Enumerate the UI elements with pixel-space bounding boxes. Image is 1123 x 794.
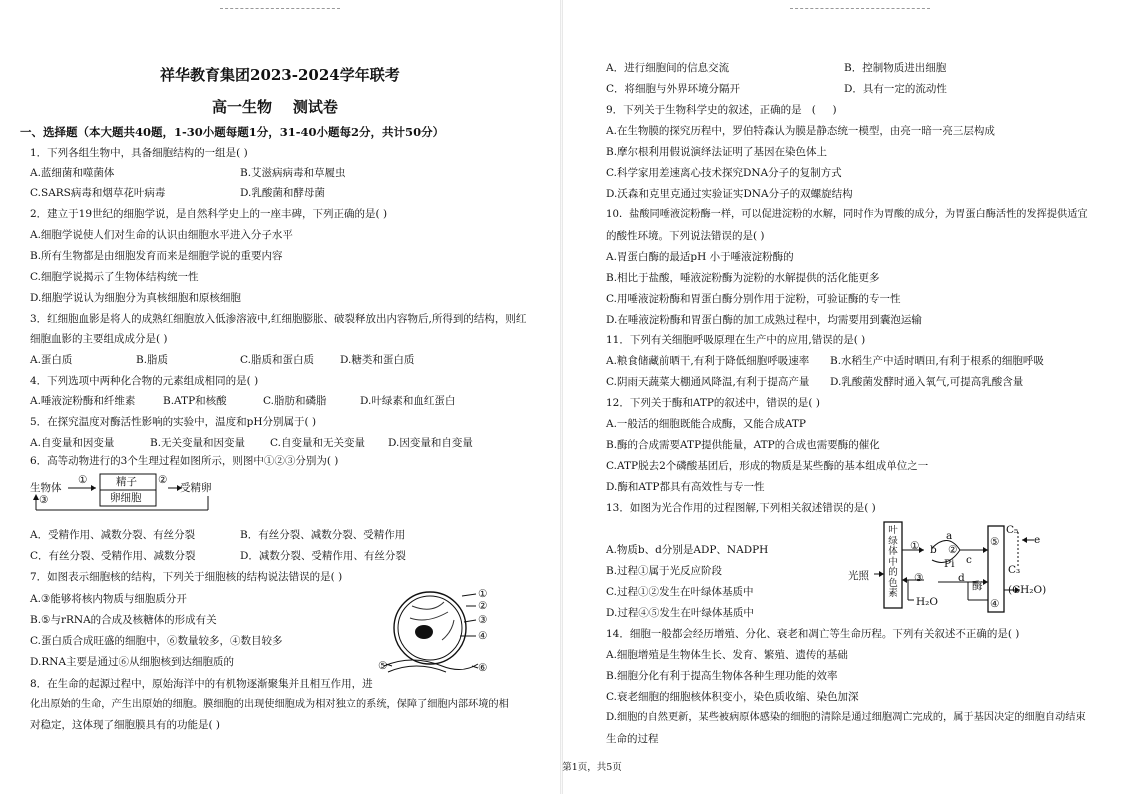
c3-label: C₃ <box>1008 564 1021 576</box>
question-1-option-c: C.SARS病毒和烟草花叶病毒 <box>30 187 166 199</box>
question-10-option-d: D.在唾液淀粉酶和胃蛋白酶的加工成熟过程中，均需要用到囊泡运输 <box>606 314 922 326</box>
question-4-option-d: D.叶绿素和血红蛋白 <box>360 395 456 407</box>
question-2-option-d: D.细胞学说认为细胞分为真核细胞和原核细胞 <box>30 292 241 304</box>
nucleus-label-1: ① <box>478 588 488 600</box>
nucleus-label-4: ④ <box>478 630 488 642</box>
nucleus-label-3: ③ <box>478 614 488 626</box>
step-2-label: ② <box>948 544 958 556</box>
c5-label: C₅ <box>1006 524 1019 536</box>
question-2-option-a: A.细胞学说使人们对生命的认识由细胞水平进入分子水平 <box>30 229 293 241</box>
section-heading: 一、选择题（本大题共40题，1-30小题每题1分，31-40小题每2分，共计50分） <box>20 125 445 139</box>
question-10-option-a: A.胃蛋白酶的最适pH 小于唾液淀粉酶的 <box>606 251 794 263</box>
question-11-option-a: A.粮食储藏前晒干,有利于降低细胞呼吸速率 <box>606 355 810 367</box>
question-6-option-c: C．有丝分裂、受精作用、减数分裂 <box>30 550 196 562</box>
step-5-label: ⑤ <box>990 536 1000 548</box>
nucleus-label-2: ② <box>478 600 488 612</box>
question-13-option-c: C.过程①②发生在叶绿体基质中 <box>606 586 754 598</box>
question-11-option-d: D.乳酸菌发酵时通入氧气,可提高乳酸含量 <box>830 376 1024 388</box>
question-2-option-b: B.所有生物都是由细胞发育而来是细胞学说的重要内容 <box>30 250 283 262</box>
diagram-zygote-label: 受精卵 <box>180 482 212 494</box>
question-3-option-b: B.脂质 <box>136 354 169 366</box>
label-d: d <box>958 572 965 584</box>
question-13-option-b: B.过程①属于光反应阶段 <box>606 565 723 577</box>
light-label: 光照 <box>848 570 869 582</box>
nucleus-label-6: ⑥ <box>478 662 488 674</box>
question-9-option-a: A.在生物膜的探究历程中，罗伯特森认为膜是静态统一模型，由亮一暗一亮三层构成 <box>606 125 995 137</box>
right-page <box>562 0 1123 794</box>
question-7-option-d: D.RNA主要是通过⑥从细胞核到达细胞质的 <box>30 656 235 668</box>
enzyme-label: 酶 <box>972 580 983 592</box>
question-3-option-d: D.糖类和蛋白质 <box>340 354 415 366</box>
question-1-option-a: A.蓝细菌和噬菌体 <box>30 167 115 179</box>
question-4-option-a: A.唾液淀粉酶和纤维素 <box>30 395 136 407</box>
step-4-label: ④ <box>990 598 1000 610</box>
diagram-step-3: ③ <box>39 494 49 506</box>
left-page <box>0 0 560 794</box>
question-1-option-d: D.乳酸菌和酵母菌 <box>240 187 325 199</box>
nucleus-diagram <box>378 584 492 679</box>
question-4-option-c: C.脂肪和磷脂 <box>263 395 327 407</box>
question-8-option-c: C．将细胞与外界环境分隔开 <box>606 83 741 95</box>
nucleus-label-5: ⑤ <box>378 660 388 672</box>
pigment-label: 叶绿体中的色素 <box>888 525 898 599</box>
question-13-stem: 13．如图为光合作用的过程图解,下列相关叙述错误的是( ) <box>606 502 876 514</box>
question-5-option-b: B.无关变量和因变量 <box>150 437 246 449</box>
question-8-option-d: D．具有一定的流动性 <box>844 83 947 95</box>
question-14-option-d-line1: D.细胞的自然更新，某些被病原体感染的细胞的清除是通过细胞凋亡完成的，属于基因决定的细胞自动结束 <box>606 712 1086 723</box>
question-1-stem: 1．下列各组生物中，具备细胞结构的一组是( ) <box>30 147 248 159</box>
question-10-option-b: B.相比于盐酸，唾液淀粉酶为淀粉的水解提供的活化能更多 <box>606 272 880 284</box>
diagram-organism-label: 生物体 <box>30 482 62 494</box>
step-1-label: ① <box>910 540 920 552</box>
question-6-diagram <box>30 470 230 518</box>
question-14-option-d-line2: 生命的过程 <box>606 733 659 745</box>
question-4-option-b: B.ATP和核酸 <box>163 395 227 407</box>
question-12-option-a: A.一般活的细胞既能合成酶，又能合成ATP <box>606 418 806 430</box>
step-3-label: ③ <box>914 572 924 584</box>
question-3-stem-line1: 3．红细胞血影是将人的成熟红细胞放入低渗溶液中,红细胞膨胀、破裂释放出内容物后,所得到的结构，则红 <box>30 313 527 325</box>
question-1-option-b: B.艾滋病病毒和草履虫 <box>240 167 346 179</box>
question-11-stem: 11．下列有关细胞呼吸原理在生产中的应用,错误的是( ) <box>606 334 866 346</box>
question-6-option-a: A．受精作用、减数分裂、有丝分裂 <box>30 529 196 541</box>
question-3-option-c: C.脂质和蛋白质 <box>240 354 314 366</box>
question-5-option-a: A.自变量和因变量 <box>30 437 115 449</box>
question-10-stem-line2: 的酸性环境。下列说法错误的是( ) <box>606 230 765 242</box>
label-e: e <box>1034 534 1041 546</box>
question-6-option-b: B．有丝分裂、减数分裂、受精作用 <box>240 529 406 541</box>
photosynthesis-diagram <box>848 520 1048 620</box>
question-13-option-d: D.过程④⑤发生在叶绿体基质中 <box>606 607 754 619</box>
question-7-option-a: A.③能够将核内物质与细胞质分开 <box>30 593 187 605</box>
question-14-option-a: A.细胞增殖是生物体生长、发育、繁殖、遗传的基础 <box>606 649 848 661</box>
question-5-option-c: C.自变量和无关变量 <box>270 437 365 449</box>
question-13-option-a: A.物质b、d分别是ADP、NADPH <box>606 544 769 556</box>
exam-header-title: 祥华教育集团2023-2024学年联考 <box>160 66 400 84</box>
question-11-option-c: C.阴雨天蔬菜大棚通风降温,有利于提高产量 <box>606 376 810 388</box>
question-11-option-b: B.水稻生产中适时晒田,有利于根系的细胞呼吸 <box>830 355 1044 367</box>
label-c: c <box>966 554 972 566</box>
question-8-stem-line1: 8．在生命的起源过程中，原始海洋中的有机物逐渐聚集并且相互作用，进 <box>30 678 373 690</box>
pi-label: Pi <box>944 558 955 570</box>
question-5-stem: 5．在探究温度对酶活性影响的实验中，温度和pH分别属于( ) <box>30 416 317 428</box>
question-14-option-b: B.细胞分化有利于提高生物体各种生理功能的效率 <box>606 670 838 682</box>
question-2-option-c: C.细胞学说揭示了生物体结构统一性 <box>30 271 199 283</box>
question-12-option-c: C.ATP脱去2个磷酸基团后，形成的物质是某些酶的基本组成单位之一 <box>606 460 929 472</box>
question-9-option-b: B.摩尔根利用假说演绎法证明了基因在染色体上 <box>606 146 828 158</box>
diagram-step-1: ① <box>78 474 88 486</box>
question-3-stem-line2: 细胞血影的主要组成成分是( ) <box>30 333 168 345</box>
question-8-stem-line2: 化出原始的生命，产生出原始的细胞。膜细胞的出现使细胞成为相对独立的系统，保障了细胞内部环境的相 <box>30 699 509 710</box>
water-label: H₂O <box>916 596 938 608</box>
question-7-stem: 7．如图表示细胞核的结构，下列关于细胞核的结构说法错误的是( ) <box>30 571 343 583</box>
question-12-stem: 12．下列关于酶和ATP的叙述中，错误的是( ) <box>606 397 820 409</box>
question-8-stem-line3: 对稳定，这体现了细胞膜具有的功能是( ) <box>30 719 221 731</box>
question-14-option-c: C.衰老细胞的细胞核体积变小，染色质收缩、染色加深 <box>606 691 859 703</box>
question-3-option-a: A.蛋白质 <box>30 354 73 366</box>
question-12-option-b: B.酶的合成需要ATP提供能量，ATP的合成也需要酶的催化 <box>606 439 880 451</box>
question-12-option-d: D.酶和ATP都具有高效性与专一性 <box>606 481 765 493</box>
diagram-step-2: ② <box>158 474 168 486</box>
question-9-option-c: C.科学家用差速离心技术探究DNA分子的复制方式 <box>606 167 842 179</box>
ch2o-label: (CH₂O) <box>1008 584 1047 596</box>
label-a: a <box>946 530 953 542</box>
diagram-egg-label: 卵细胞 <box>110 492 142 504</box>
label-b: b <box>930 544 937 556</box>
question-9-stem: 9．下列关于生物科学史的叙述，正确的是 ( ) <box>606 104 837 116</box>
question-14-stem: 14．细胞一般都会经历增殖、分化、衰老和凋亡等生命历程。下列有关叙述不正确的是( ) <box>606 628 1020 640</box>
question-10-stem-line1: 10．盐酸同唾液淀粉酶一样，可以促进淀粉的水解，同时作为胃酸的成分，为胃蛋白酶活性的发挥提供适宜 <box>606 209 1088 220</box>
question-6-stem: 6．高等动物进行的3个生理过程如图所示，则图中①②③分别为( ) <box>30 455 339 467</box>
exam-subject-title: 高一生物 测试卷 <box>212 98 338 116</box>
question-7-option-c: C.蛋白质合成旺盛的细胞中，⑥数量较多，④数目较多 <box>30 635 283 647</box>
question-7-option-b: B.⑤与rRNA的合成及核糖体的形成有关 <box>30 614 217 626</box>
question-8-option-a: A．进行细胞间的信息交流 <box>606 62 730 74</box>
question-9-option-d: D.沃森和克里克通过实验证实DNA分子的双螺旋结构 <box>606 188 853 200</box>
question-2-stem: 2．建立于19世纪的细胞学说，是自然科学史上的一座丰碑，下列正确的是( ) <box>30 208 388 220</box>
question-5-option-d: D.因变量和自变量 <box>388 437 473 449</box>
question-4-stem: 4．下列选项中两种化合物的元素组成相同的是( ) <box>30 375 259 387</box>
page-footer: 第1页，共5页 <box>562 762 622 773</box>
diagram-sperm-label: 精子 <box>116 476 137 488</box>
question-6-option-d: D．减数分裂、受精作用、有丝分裂 <box>240 550 406 562</box>
question-8-option-b: B．控制物质进出细胞 <box>844 62 947 74</box>
question-10-option-c: C.用唾液淀粉酶和胃蛋白酶分别作用于淀粉，可验证酶的专一性 <box>606 293 901 305</box>
